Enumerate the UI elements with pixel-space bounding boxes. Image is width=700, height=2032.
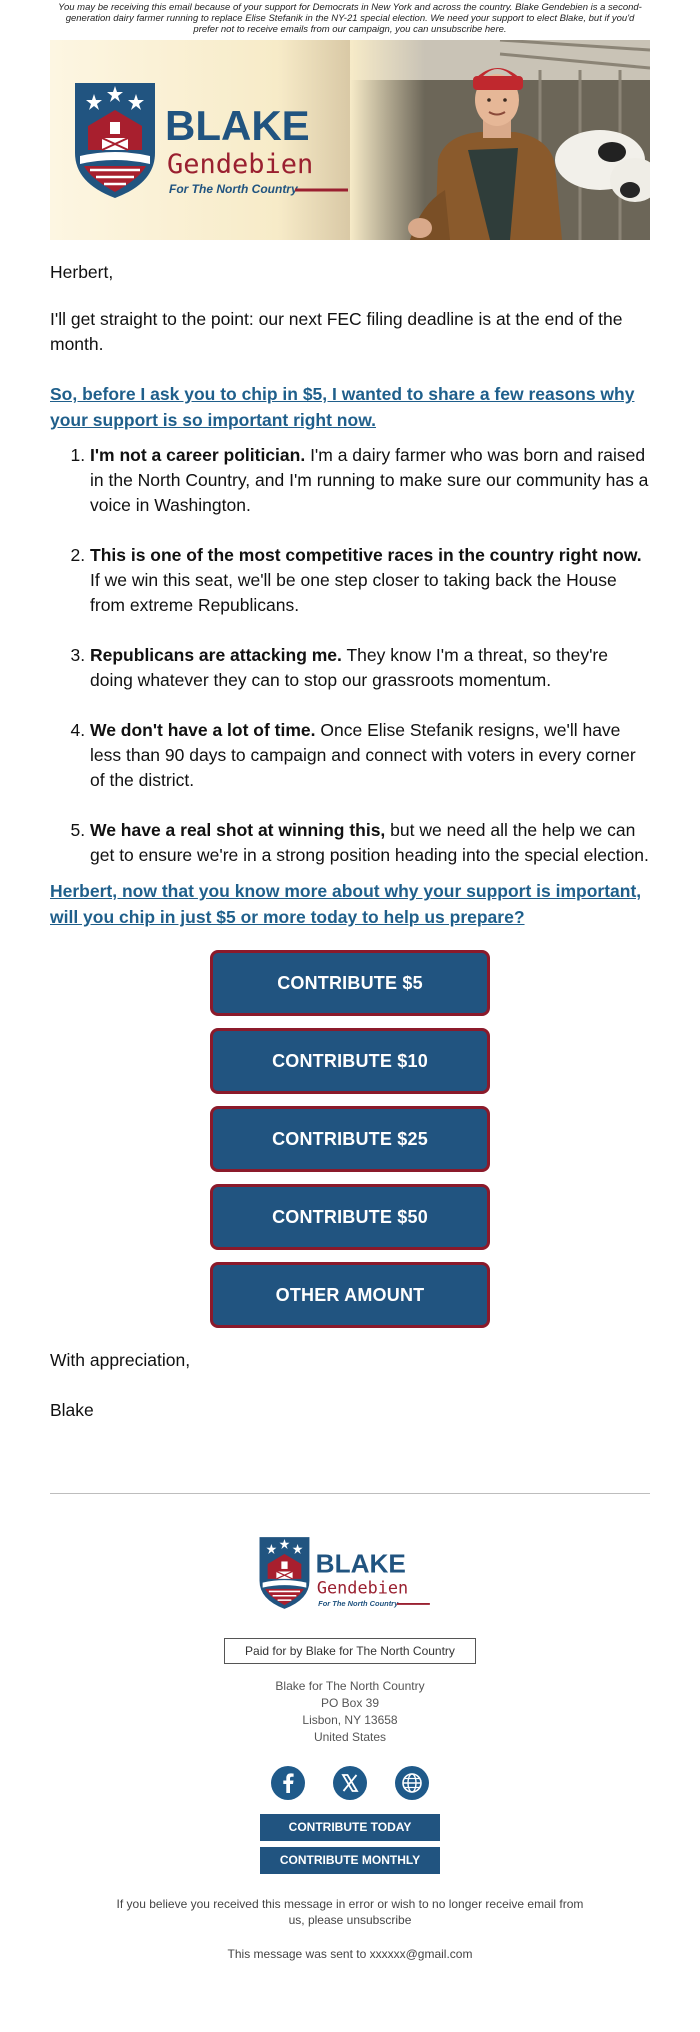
ask-link[interactable]: Herbert, now that you know more about why your support is important, will you chip in just $5 or more today to help us prepare? bbox=[50, 881, 642, 927]
footer-logo bbox=[50, 1534, 650, 1612]
barn-shield-logo-icon bbox=[70, 78, 370, 203]
list-item: 3. Republicans are attacking me. They know I'm a threat, so they're doing whatever they can to stop our grassroots momentum. bbox=[90, 643, 650, 693]
signoff bbox=[50, 1348, 650, 1423]
list-item: 2. This is one of the most competitive races in the country right now. If we win this seat, we'll be one step closer to taking back the House from extreme Republicans. bbox=[90, 543, 650, 618]
divider bbox=[50, 1493, 650, 1494]
list-item: 1. I'm not a career politician. I'm a dairy farmer who was born and raised in the North Country, and I'm running to make sure our community has a voice in Washington. bbox=[90, 443, 650, 518]
contribution-buttons bbox=[50, 950, 650, 1340]
letter-body bbox=[50, 260, 650, 930]
signature: Blake bbox=[50, 1400, 94, 1420]
logo-last-name: Gendebien bbox=[316, 1577, 409, 1598]
list-item: 4. We don't have a lot of time. Once Elise Stefanik resigns, we'll have less than 90 days to campaign and connect with voters in every corner of the district. bbox=[90, 718, 650, 793]
sent-to-notice: This message was sent to xxxxxx@gmail.com bbox=[227, 1947, 473, 1961]
contribute-25-button[interactable]: CONTRIBUTE $25 bbox=[210, 1106, 490, 1172]
reasons-list bbox=[50, 443, 650, 868]
campaign-logo bbox=[70, 78, 370, 208]
intro-paragraph: I'll get straight to the point: our next FEC filing deadline is at the end of the month. bbox=[50, 309, 623, 354]
list-item: 5. We have a real shot at winning this, but we need all the help we can get to ensure we're in a strong position heading into the special election. bbox=[90, 818, 650, 868]
barn-shield-logo-icon bbox=[255, 1534, 445, 1612]
social-links bbox=[50, 1766, 650, 1800]
hero-banner bbox=[50, 40, 650, 240]
unsubscribe-notice[interactable]: If you believe you received this message in error or wish to no longer receive email from us, please unsubscribe bbox=[116, 1897, 584, 1927]
globe-icon[interactable] bbox=[395, 1766, 429, 1800]
logo-tagline: For The North Country bbox=[169, 182, 298, 196]
address-line: Blake for The North Country bbox=[275, 1679, 425, 1693]
preheader-text: You may be receiving this email because of your support for Democrats in New York and across the country. Blake Gendebien is a second-generation dairy farmer running to replace Elise Stefanik in the NY-21 special election. We need your support to elect Blake, but if you'd prefer not to receive emails from our campaign, you can unsubscribe here. bbox=[58, 2, 642, 35]
logo-tagline: For The North Country bbox=[318, 1598, 399, 1608]
logo-first-name: BLAKE bbox=[315, 1548, 406, 1579]
mailing-address bbox=[50, 1678, 650, 1746]
contribute-5-button[interactable]: CONTRIBUTE $5 bbox=[210, 950, 490, 1016]
address-line: United States bbox=[313, 1730, 387, 1744]
paid-for-disclaimer: Paid for by Blake for The North Country bbox=[224, 1638, 476, 1664]
logo-first-name: BLAKE bbox=[165, 102, 310, 149]
address-line: Lisbon, NY 13658 bbox=[302, 1713, 398, 1727]
lead-link[interactable]: So, before I ask you to chip in $5, I wanted to share a few reasons why your support is so important right now. bbox=[50, 384, 635, 430]
logo-last-name: Gendebien bbox=[167, 149, 314, 180]
closing: With appreciation, bbox=[50, 1350, 191, 1370]
greeting: Herbert, bbox=[50, 262, 114, 282]
contribute-10-button[interactable]: CONTRIBUTE $10 bbox=[210, 1028, 490, 1094]
footer bbox=[50, 1534, 650, 1962]
email-container bbox=[50, 0, 650, 1962]
facebook-icon[interactable] bbox=[271, 1766, 305, 1800]
other-amount-button[interactable]: OTHER AMOUNT bbox=[210, 1262, 490, 1328]
contribute-today-button[interactable]: CONTRIBUTE TODAY bbox=[260, 1814, 440, 1841]
address-line: PO Box 39 bbox=[320, 1696, 380, 1710]
x-icon[interactable] bbox=[333, 1766, 367, 1800]
contribute-50-button[interactable]: CONTRIBUTE $50 bbox=[210, 1184, 490, 1250]
farmer-in-barn-photo bbox=[350, 40, 650, 240]
contribute-monthly-button[interactable]: CONTRIBUTE MONTHLY bbox=[260, 1847, 440, 1874]
